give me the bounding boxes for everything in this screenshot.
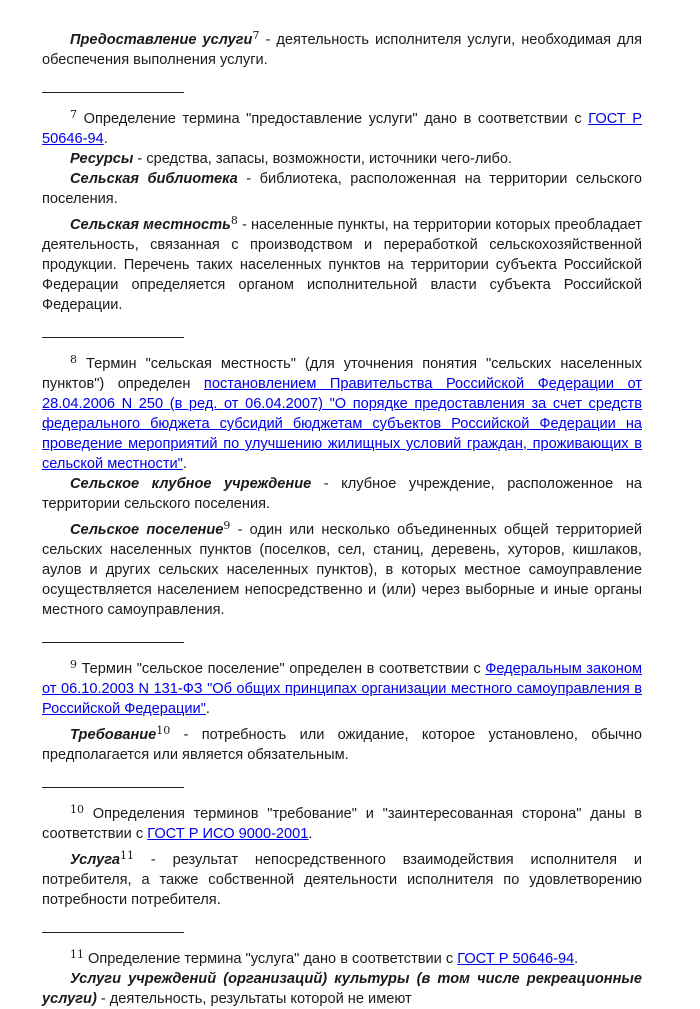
footnote-9 [42,659,642,719]
federal-law-131-fz-link[interactable]: Федеральным законом от 06.10.2003 N 131-ФЗ "Об общих принципах организации местного самоуправления в Российской Федерации" [42,661,642,717]
definition-text: - средства, запасы, возможности, источники чего-либо. [133,151,513,167]
definition-rural-club [42,474,642,514]
footnote-ref[interactable]: 8 [230,214,238,227]
term: Услуги учреждений (организаций) культуры (в том числе рекреационные услуги) [42,971,642,1007]
document-page [42,30,642,1009]
footnote-end: . [205,701,210,717]
definition-text: - результат непосредственного взаимодействия исполнителя и потребителя, а также собственной деятельности исполнителя по удовлетворению потребности потребителя. [42,852,642,908]
footnote-number: 11 [70,948,84,961]
definition-text: - населенные пункты, на территории которых преобладает деятельность, связанная с производством и переработкой сельскохозяйственной продукции. Перечень таких населенных пунктов на территории субъекта Российской Федерации определяется органом исполнительной власти субъекта Российской Федерации. [42,217,642,313]
footnote-end: . [308,826,313,842]
footnote-number: 10 [70,803,84,816]
definition-text: - библиотека, расположенная на территории сельского поселения. [42,171,642,207]
definition-rural-library [42,169,642,209]
definition-text: - клубное учреждение, расположенное на территории сельского поселения. [42,476,642,512]
definition-provision-of-service [42,30,642,70]
definition-text: - деятельность, результаты которой не имеют [96,991,412,1007]
definition-requirement [42,725,642,765]
footnote-separator [42,932,184,933]
footnote-11 [42,949,642,969]
footnote-separator [42,787,184,788]
definition-rural-area [42,215,642,315]
footnote-text: Определение термина "предоставление услуги" дано в соответствии с [77,111,589,127]
definition-culture-services [42,969,642,1009]
gost-r-50646-94-link[interactable]: ГОСТ Р 50646-94 [42,111,642,147]
term: Сельская библиотека [70,171,238,187]
term: Сельская местность [70,217,231,233]
gost-r-50646-94-link[interactable]: ГОСТ Р 50646-94 [457,951,575,967]
footnote-ref[interactable]: 7 [252,29,260,42]
definition-rural-settlement [42,520,642,620]
footnote-10 [42,804,642,844]
term: Требование [70,727,157,743]
government-decree-250-link[interactable]: постановлением Правительства Российской Федерации от 28.04.2006 N 250 (в ред. от 06.04.2007) "О порядке предоставления за счет средств федерального бюджета субсидий бюджетам субъектов Российской Федерации на проведение мероприятий по улучшению жилищных условий граждан, проживающих в сельской местности" [42,376,642,472]
footnote-separator [42,92,184,93]
footnote-separator [42,642,184,643]
definition-service [42,850,642,910]
gost-r-iso-9000-2001-link[interactable]: ГОСТ Р ИСО 9000-2001 [147,826,309,842]
footnote-end: . [574,951,579,967]
footnote-separator [42,337,184,338]
definition-text: - потребность или ожидание, которое установлено, обычно предполагается или является обязательным. [42,727,642,763]
footnote-text: Определение термина "услуга" дано в соответствии с [84,951,458,967]
term: Сельское клубное учреждение [70,476,312,492]
term: Сельское поселение [70,522,224,538]
footnote-ref[interactable]: 9 [223,519,231,532]
footnote-ref[interactable]: 10 [156,724,171,737]
footnote-7 [42,109,642,149]
footnote-8 [42,354,642,474]
footnote-end: . [103,131,108,147]
footnote-text: Термин "сельская местность" (для уточнения понятия "сельских населенных пунктов") определен [42,356,642,392]
footnote-ref[interactable]: 11 [120,849,134,862]
definition-text: - деятельность исполнителя услуги, необходимая для обеспечения выполнения услуги. [42,32,642,68]
footnote-text: Определения терминов "требование" и "заинтересованная сторона" даны в соответствии с [42,806,642,842]
footnote-text: Термин "сельское поселение" определен в соответствии с [77,661,486,677]
footnote-number: 9 [70,658,77,671]
term: Услуга [70,852,120,868]
footnote-number: 8 [70,353,77,366]
term: Предоставление услуги [70,32,253,48]
term: Ресурсы [70,151,134,167]
definition-text: - один или несколько объединенных общей территорией сельских населенных пунктов (поселков, сел, станиц, деревень, хуторов, кишлаков, аулов и других сельских населенных пунктов), в которых местное самоуправление осуществляется населением непосредственно и (или) через выборные и иные органы местного самоуправления. [42,522,642,618]
footnote-number: 7 [70,108,77,121]
footnote-end: . [182,456,187,472]
definition-resources [42,149,642,169]
